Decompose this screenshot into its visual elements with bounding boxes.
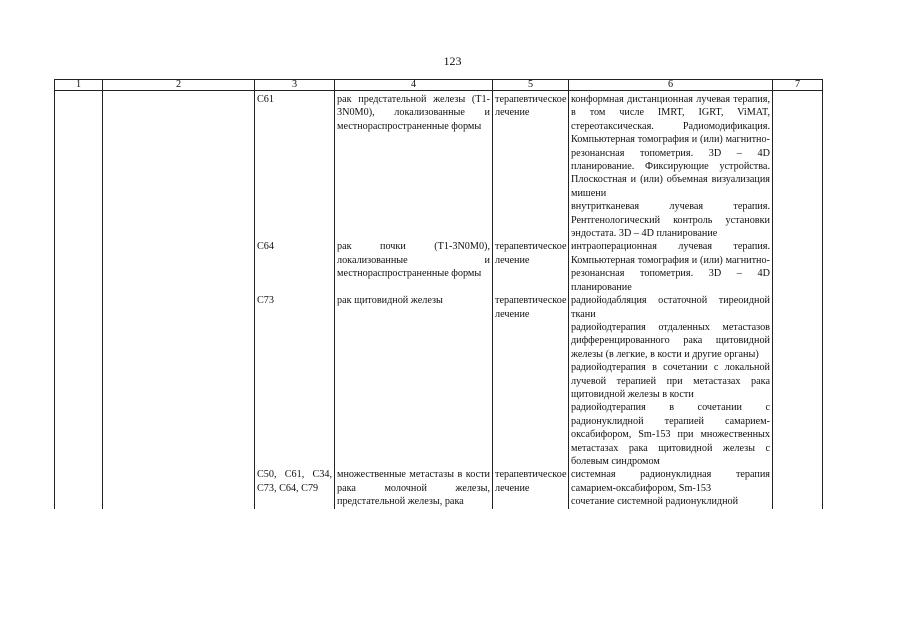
method-text: сочетание системной радионуклидной [571, 496, 739, 508]
treatment-methods [569, 468, 773, 508]
table-cell-empty [55, 240, 103, 294]
treatment-methods [569, 294, 773, 468]
table-cell-empty [103, 294, 255, 468]
table-cell-empty [55, 468, 103, 508]
table-row [55, 294, 823, 468]
column-number: 4 [335, 80, 493, 91]
treatment-type: терапевтическое лечение [493, 91, 569, 241]
method-text: радиойодабляция остаточной тиреоидной ткани [571, 295, 770, 320]
column-number: 2 [103, 80, 255, 91]
method-text: радиойодтерапия в сочетании с локальной лучевой терапией при метастазах рака щитовидной железы в кости [571, 362, 770, 400]
method-text: интраоперационная лучевая терапия. Компьютерная томография и (или) магнитно-резонансная топометрия. 3D – 4D планирование [571, 241, 770, 293]
treatment-methods [569, 240, 773, 294]
table-cell-empty [103, 240, 255, 294]
table-cell-empty [773, 91, 823, 241]
table-cell-empty [55, 294, 103, 468]
icd-code: C50, C61, C34, C73, C64, C79 [255, 468, 335, 508]
column-number: 5 [493, 80, 569, 91]
method-text: системная радионуклидная терапия самарием-оксабифором, Sm-153 [571, 469, 770, 494]
column-number-row [55, 80, 823, 91]
diagnosis: рак щитовидной железы [335, 294, 493, 468]
method-text: внутритканевая лучевая терапия. Рентгенологический контроль установки эндостата. 3D – 4D планирование [571, 201, 770, 240]
method-text: конформная дистанционная лучевая терапия, в том числе IMRT, IGRT, ViMAT, стереотаксическая. Радиомодификация. Компьютерная томография и (или) магнитно-резонансная топометрия. 3D – 4D планирование. Фиксирующие устройства. Плоскостная и (или) объемная визуализация мишени [571, 94, 770, 199]
table-cell-empty [773, 468, 823, 508]
table-cell-empty [103, 468, 255, 508]
table-cell-empty [773, 240, 823, 294]
column-number: 3 [255, 80, 335, 91]
table-cell-empty [773, 294, 823, 468]
treatment-type: терапевтическое лечение [493, 468, 569, 508]
table-row [55, 468, 823, 508]
table-row [55, 240, 823, 294]
column-number: 1 [55, 80, 103, 91]
diagnosis: множественные метастазы в кости рака молочной железы, предстательной железы, рака [335, 468, 493, 508]
column-number: 7 [773, 80, 823, 91]
table-cell-empty [103, 91, 255, 241]
table-cell-empty [55, 91, 103, 241]
table-row [55, 91, 823, 241]
column-number: 6 [569, 80, 773, 91]
treatment-type: терапевтическое лечение [493, 294, 569, 468]
treatment-methods [569, 91, 773, 241]
treatment-type: терапевтическое лечение [493, 240, 569, 294]
icd-code: C73 [255, 294, 335, 468]
diagnosis: рак предстательной железы (T1-3N0M0), локализованные и местнораспространенные формы [335, 91, 493, 241]
icd-code: C64 [255, 240, 335, 294]
procedures-table [54, 79, 823, 509]
icd-code: C61 [255, 91, 335, 241]
page-number: 123 [443, 54, 462, 68]
method-text: радиойодтерапия в сочетании с радионуклидной терапией самарием-оксабифором, Sm-153 при множественных метастазах рака щитовидной железы с болевым синдромом [571, 402, 770, 467]
diagnosis: рак почки (T1-3N0M0), локализованные и местнораспространенные формы [335, 240, 493, 294]
method-text: радиойодтерапия отдаленных метастазов дифференцированного рака щитовидной железы (в легкие, в кости и другие органы) [571, 321, 770, 360]
